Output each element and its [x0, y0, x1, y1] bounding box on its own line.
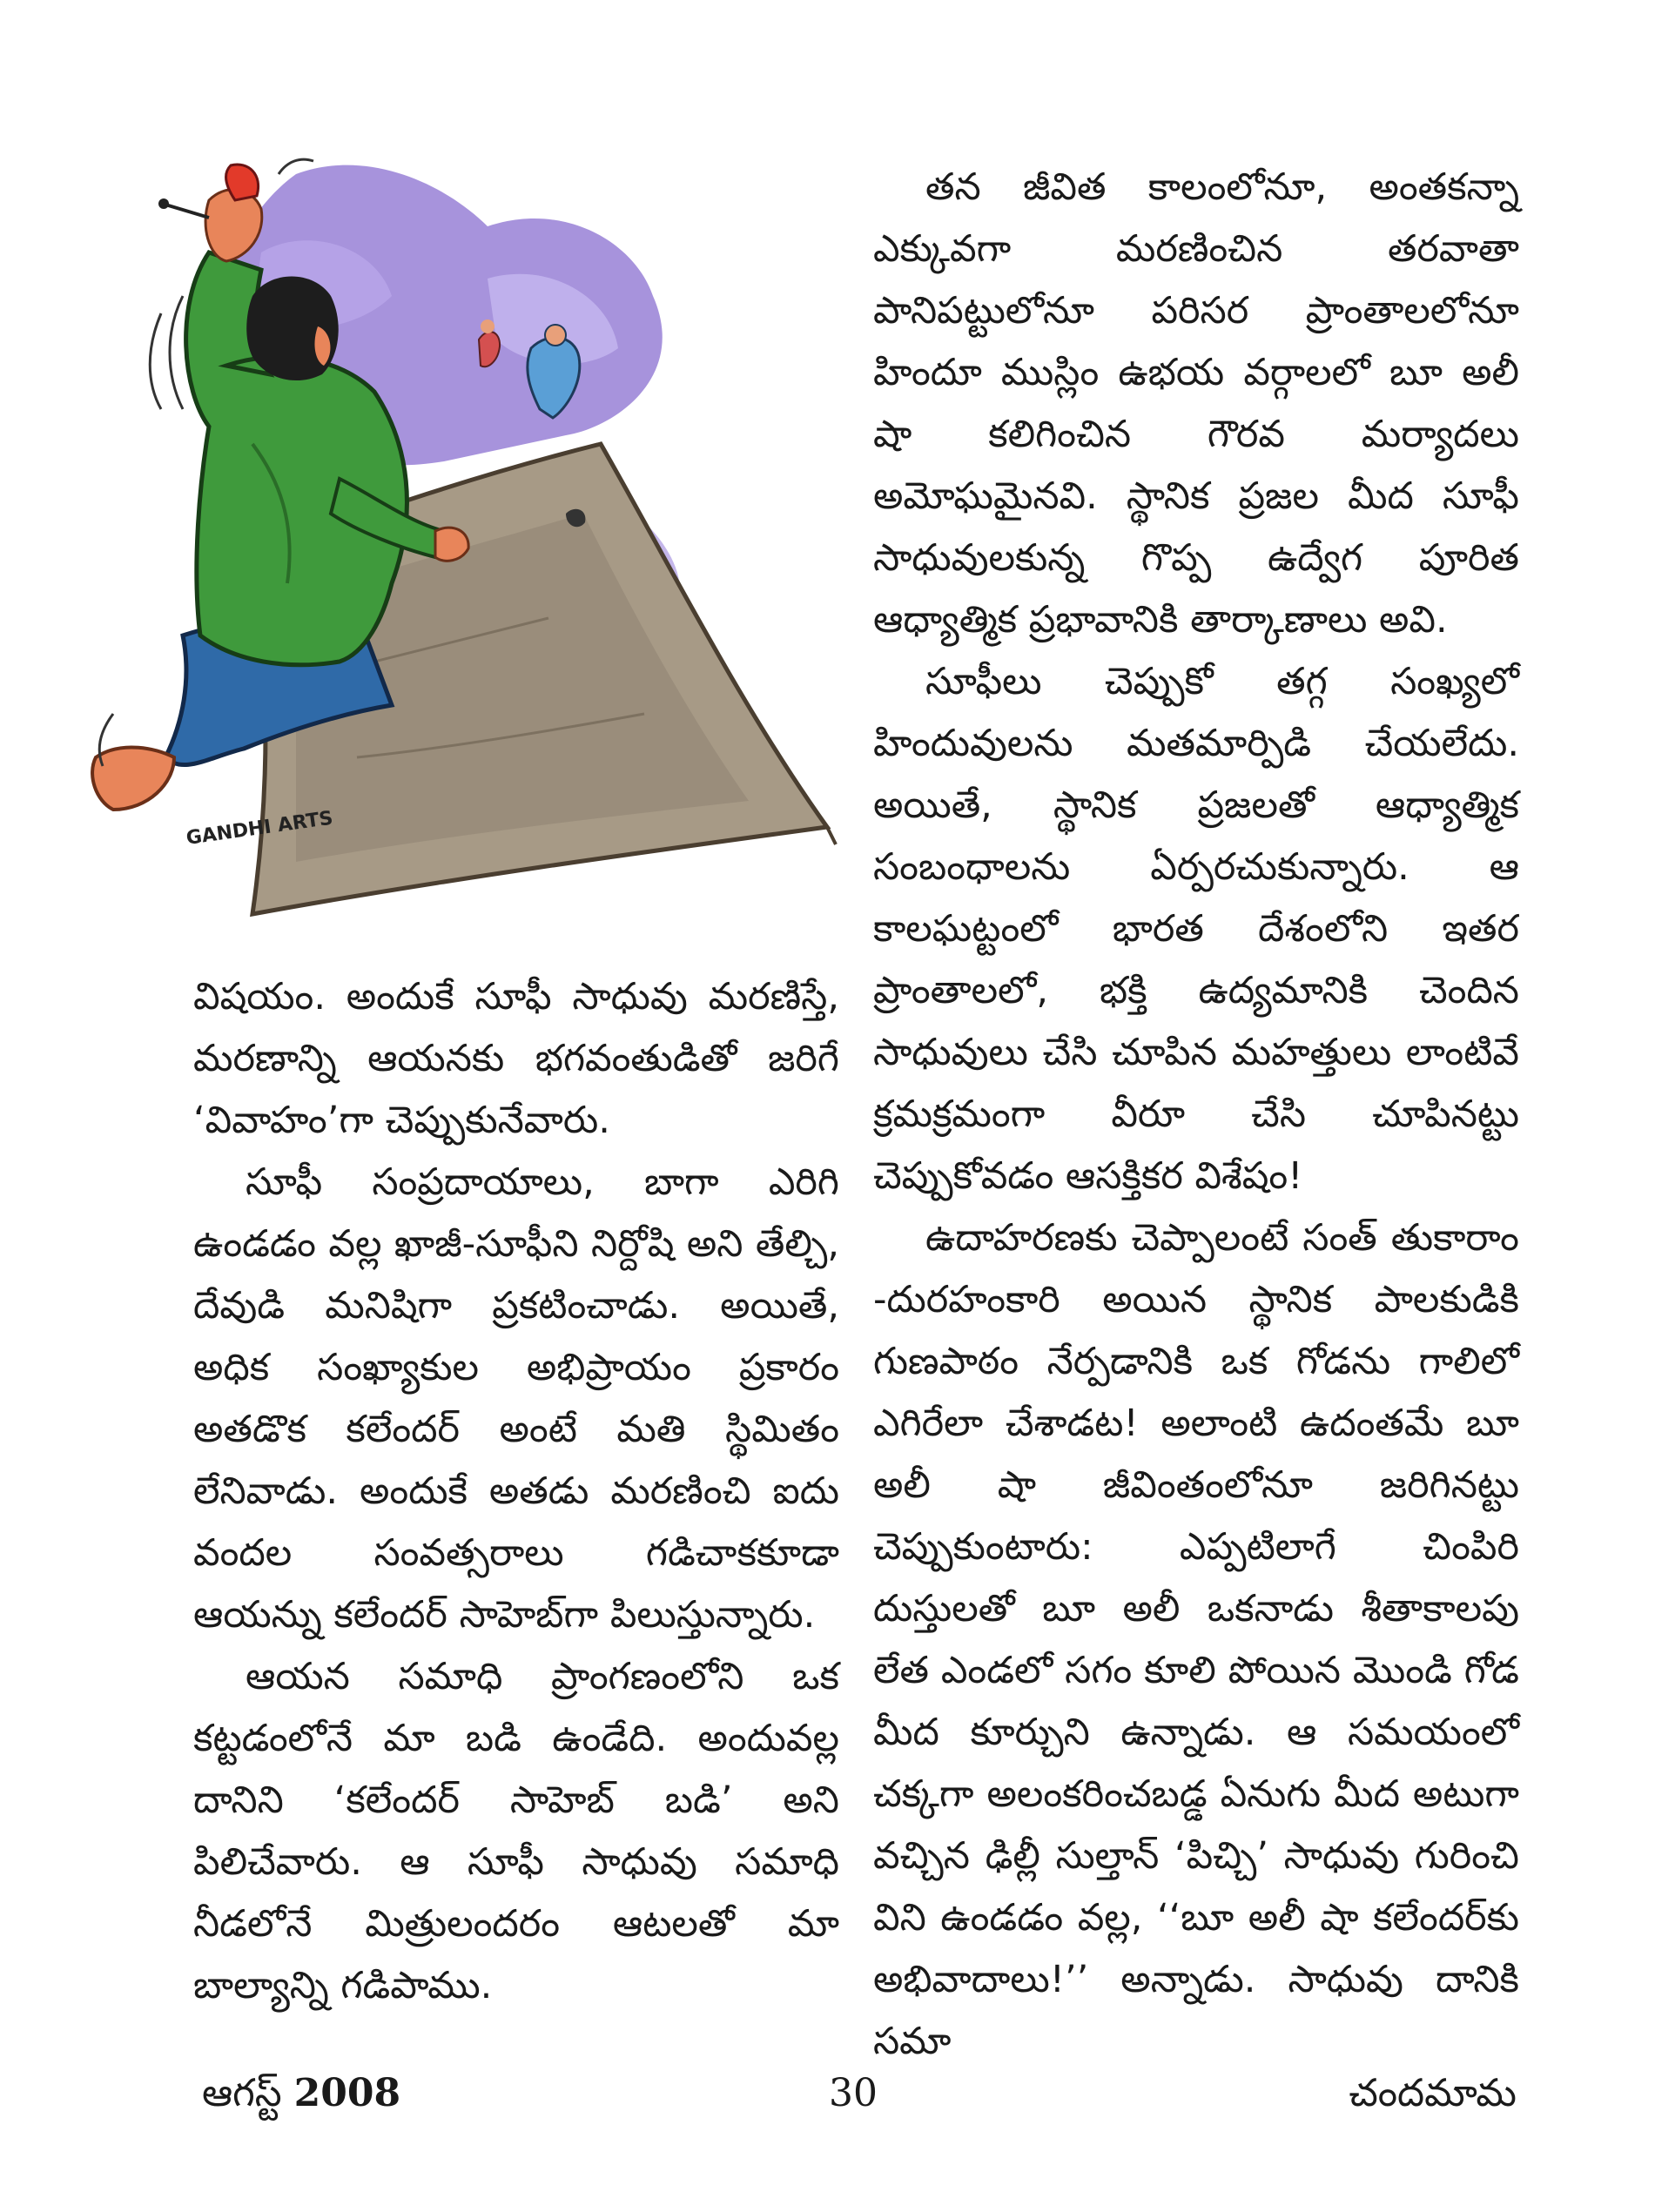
left-column [193, 966, 839, 2017]
right-column [873, 157, 1519, 2073]
footer-date [202, 2072, 400, 2115]
right-paragraph-3: ఉదాహరణకు చెప్పాలంటే సంత్ తుకారాం -దురహంకారి అయిన స్థానిక పాలకుడికి గుణపాఠం నేర్పడానికి ఒక గోడను గాలిలో ఎగిరేలా చేశాడట! అలాంటి ఉదంతమే బూ అలీ షా జీవింతంలోనూ జరిగినట్టు చెప్పుకుంటారు: ఎప్పటిలాగే చింపిరి దుస్తులతో బూ అలీ ఒకనాడు శీతాకాలపు లేత ఎండలో సగం కూలి పోయిన మొండి గోడ మీద కూర్చుని ఉన్నాడు. ఆ సమయంలో చక్కగా అలంకరించబడ్డ ఏనుగు మీద అటుగా వచ్చిన ఢిల్లీ సుల్తాన్ ‘పిచ్చి’ సాధువు గురించి విని ఉండడం వల్ల, ‘‘బూ అలీ షా కలేందర్‌కు అభివాదాలు!’’ అన్నాడు. సాధువు దానికి సమా [873, 1216, 1519, 2063]
right-paragraph-1: తన జీవిత కాలంలోనూ, అంతకన్నా ఎక్కువగా మరణించిన తరవాతా పానిపట్టులోనూ పరిసర ప్రాంతాలలోనూ హిందూ ముస్లిం ఉభయ వర్గాలలో బూ అలీ షా కలిగించిన గౌరవ మర్యాదలు అమోఘమైనవి. స్థానిక ప్రజల మీద సూఫీ సాధువులకున్న గొప్ప ఉద్వేగ పూరిత ఆధ్యాత్మిక ప్రభావానికి తార్కాణాలు అవి. [873, 165, 1519, 642]
left-paragraph-2: సూఫీ సంప్రదాయాలు, బాగా ఎరిగి ఉండడం వల్ల ఖాజీ-సూఫీని నిర్దోషి అని తేల్చి, దేవుడి మనిషిగా ప్రకటించాడు. అయితే, అధిక సంఖ్యాకుల అభిప్రాయం ప్రకారం అతడొక కలేందర్ అంటే మతి స్థిమితం లేనివాడు. అందుకే అతడు మరణించి ఐదు వందల సంవత్సరాలు గడిచాకకూడా ఆయన్ను కలేందర్ సాహెబ్‌గా పిలుస్తున్నారు. [193, 1160, 839, 1637]
illustration-flying-wall [78, 148, 844, 958]
footer-month: ఆగస్ట్ [202, 2071, 282, 2115]
magazine-name: చందమామ [1349, 2071, 1517, 2115]
right-paragraph-2: సూఫీలు చెప్పుకో తగ్గ సంఖ్యలో హిందువులను మతమార్పిడి చేయలేదు. అయితే, స్థానిక ప్రజలతో ఆధ్యాత్మిక సంబంధాలను ఏర్పరచుకున్నారు. ఆ కాలఘట్టంలో భారత దేశంలోని ఇతర ప్రాంతాలలో, భక్తి ఉద్యమానికి చెందిన సాధువులు చేసి చూపిన మహత్తులు లాంటివే క్రమక్రమంగా వీరూ చేసి చూపినట్టు చెప్పుకోవడం ఆసక్తికర విశేషం! [873, 660, 1519, 1198]
artist-signature: GANDHI ARTS [185, 807, 335, 850]
footer-year: 2008 [293, 2071, 401, 2115]
page-number: 30 [829, 2071, 878, 2115]
left-paragraph-1: విషయం. అందుకే సూఫీ సాధువు మరణిస్తే, మరణాన్ని ఆయనకు భగవంతుడితో జరిగే ‘వివాహం’గా చెప్పుకునేవారు. [193, 975, 839, 1142]
left-paragraph-3: ఆయన సమాధి ప్రాంగణంలోని ఒక కట్టడంలోనే మా బడి ఉండేది. అందువల్ల దానిని ‘కలేందర్ సాహెబ్ బడి’ అని పిలిచేవారు. ఆ సూఫీ సాధువు సమాధి నీడలోనే మిత్రులందరం ఆటలతో మా బాల్యాన్ని గడిపాము. [193, 1655, 839, 2007]
